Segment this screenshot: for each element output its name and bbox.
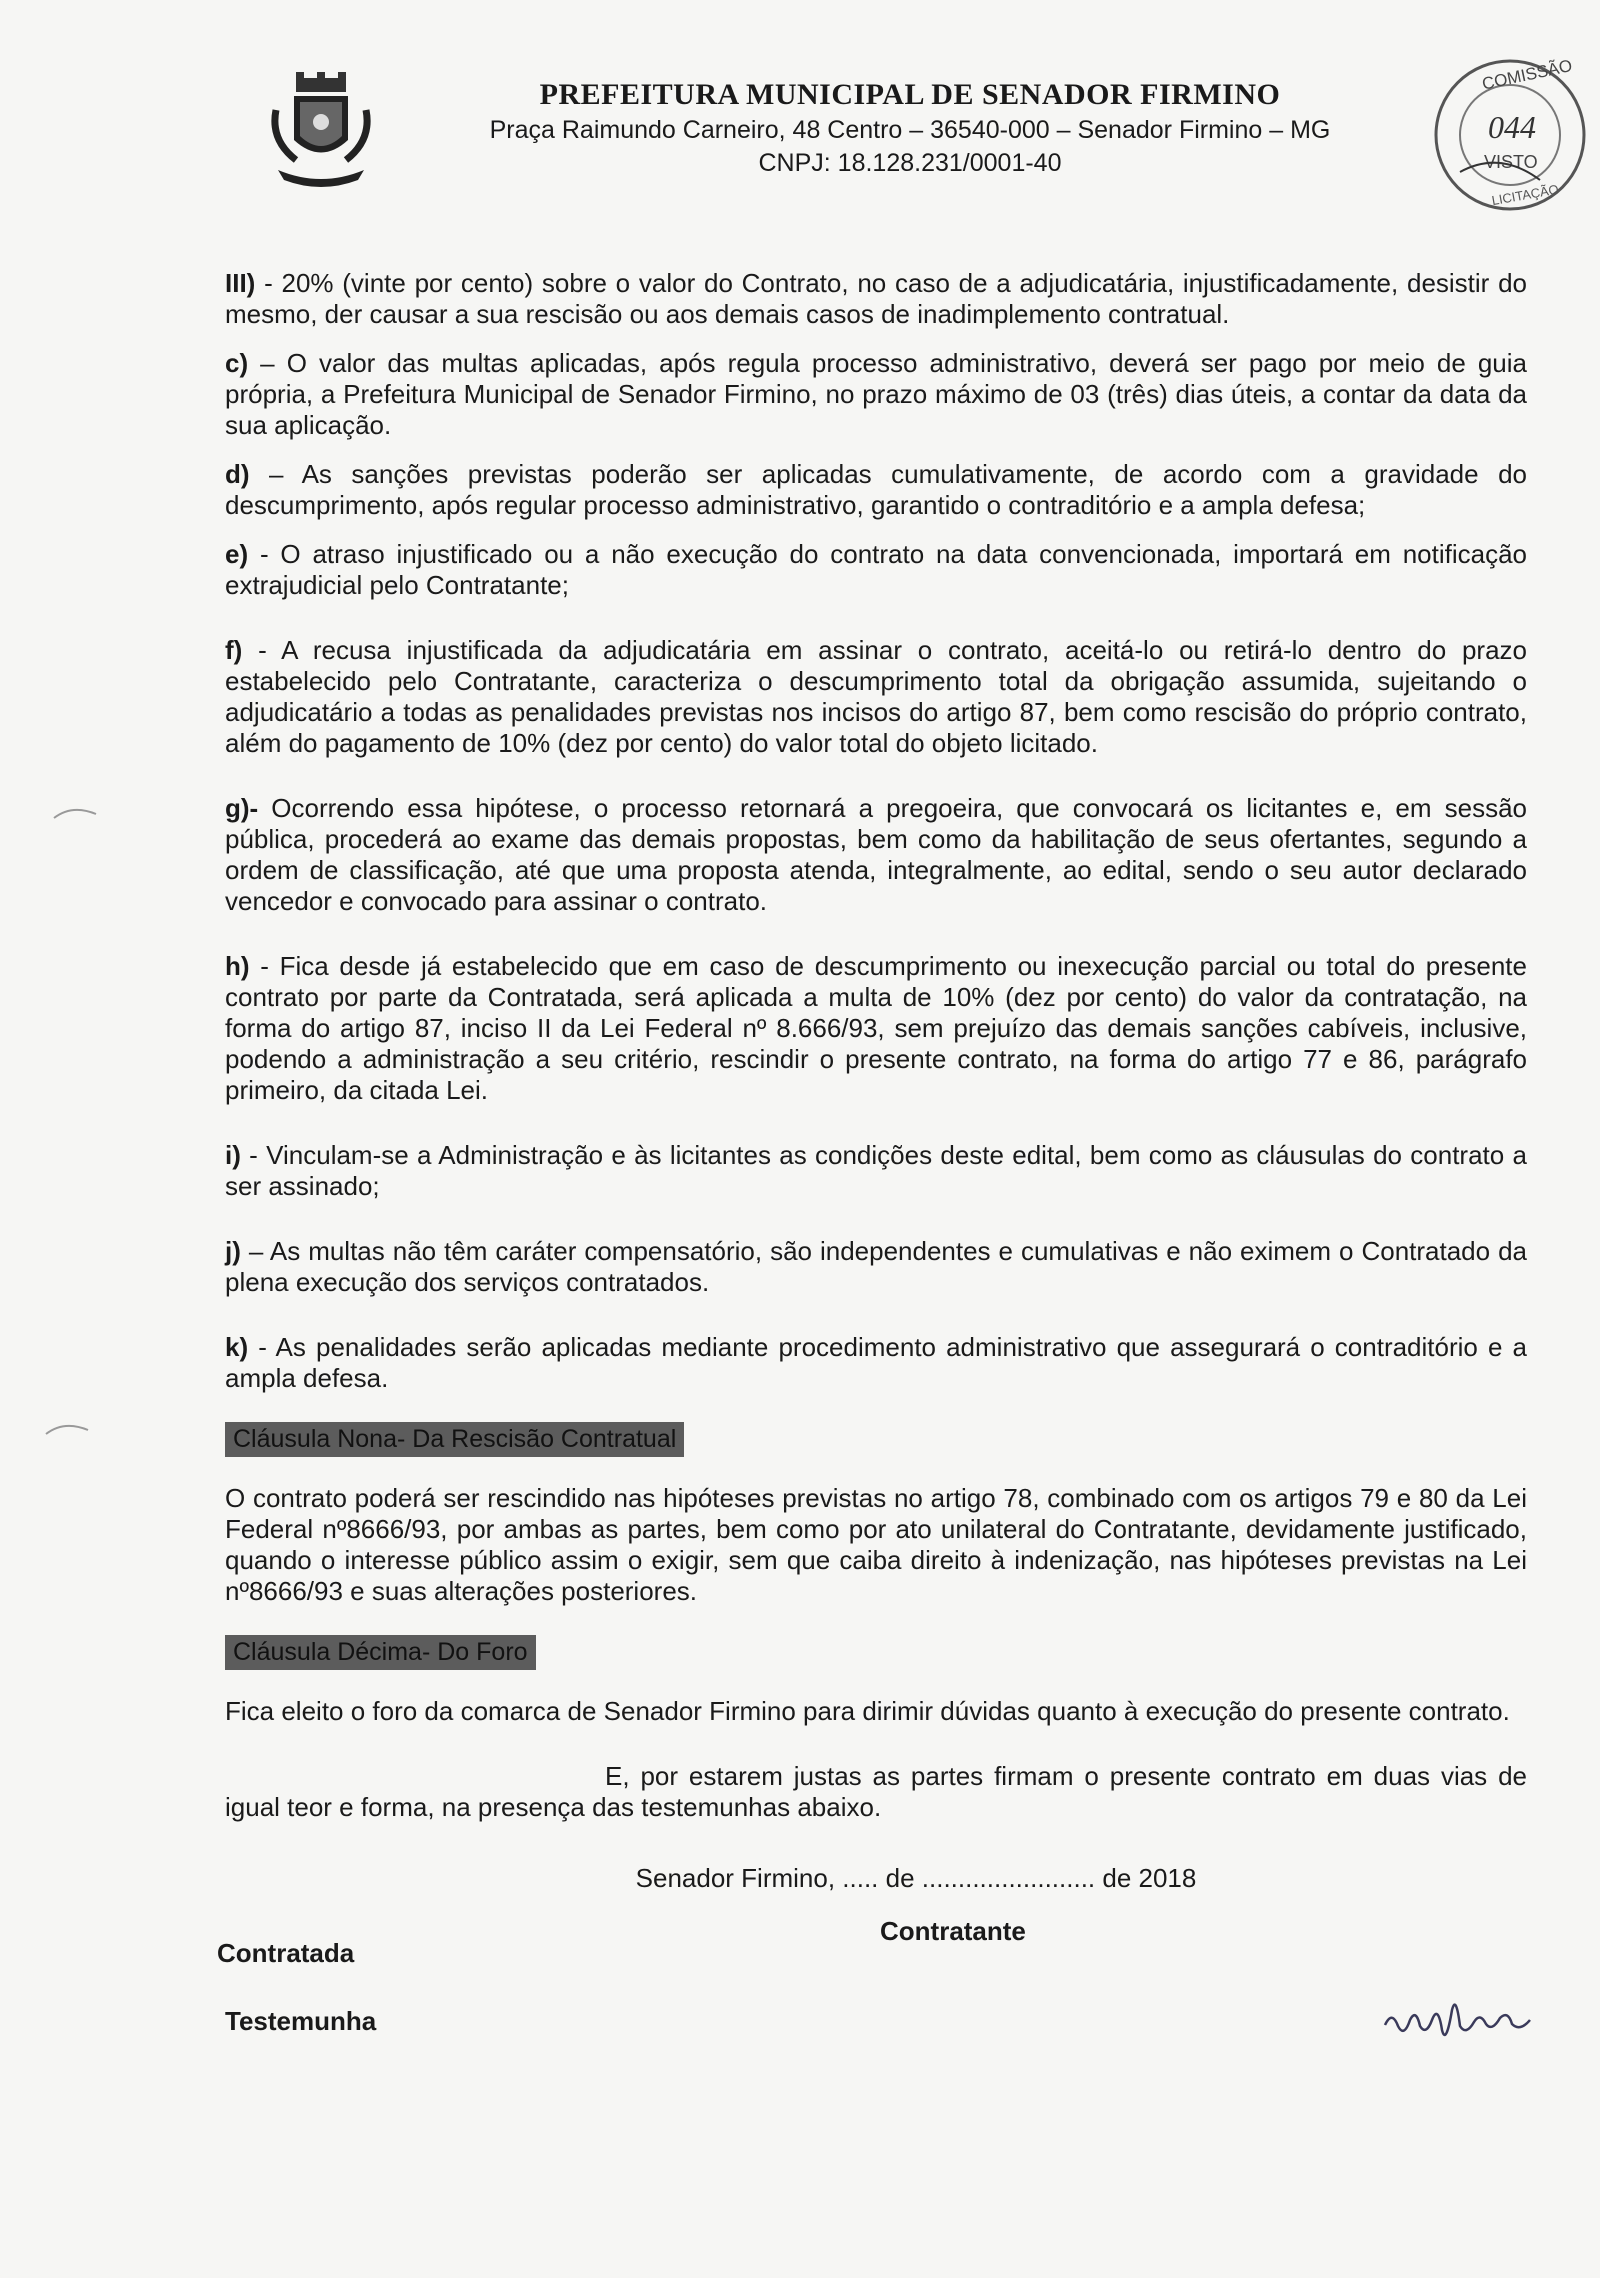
scan-margin-mark [44,1418,90,1438]
signature-block [217,1916,1527,2066]
scan-margin-mark [52,802,98,822]
clause-nine-text: O contrato poderá ser rescindido nas hipóteses previstas no artigo 78, combinado com os artigos 79 e 80 da Lei Federal nº8666/93, por ambas as partes, bem como por ato unilateral do Contratante, devidamente justificado, quando o interesse público assim o exigir, sem que caiba direito à indenização, nas hipóteses previstas na Lei nº8666/93 e suas alterações posteriores. [225,1483,1527,1606]
clause-ten-heading: Cláusula Décima- Do Foro [225,1635,536,1670]
clause-item: j) – As multas não têm caráter compensatório, são independentes e cumulativas e não eximem o Contratado da plena execução dos serviços contratados. [225,1236,1527,1297]
clause-item: h) - Fica desde já estabelecido que em caso de descumprimento ou inexecução parcial ou total do presente contrato por parte da Contratada, será aplicada a multa de 10% (dez por cento) do valor da contratação, na forma do artigo 87, inciso II da Lei Federal nº 8.666/93, sem prejuízo das demais sanções cabíveis, inclusive, podendo a administração a seu critério, rescindir o presente contrato, na forma do artigo 77 e 86, parágrafo primeiro, da citada Lei. [225,951,1527,1105]
contract-body [217,268,1527,2066]
handwritten-signature [1380,1990,1550,2050]
clause-item: c) – O valor das multas aplicadas, após regula processo administrativo, deverá ser pago por meio de guia própria, a Prefeitura Municipal de Senador Firmino, no prazo máximo de 03 (três) dias úteis, a contar da data da sua aplicação. [225,348,1527,440]
municipality-cnpj: CNPJ: 18.128.231/0001-40 [758,149,1062,177]
clause-item: e) - O atraso injustificado ou a não execução do contrato na data convencionada, importará em notificação extrajudicial pelo Contratante; [225,539,1527,600]
testemunha-label: Testemunha [225,2006,377,2036]
clause-item: d) – As sanções previstas poderão ser aplicadas cumulativamente, de acordo com a gravidade do descumprimento, após regular processo administrativo, garantido o contraditório e a ampla defesa; [225,459,1527,520]
place-date-line: Senador Firmino, ..... de ........................ de 2018 [635,1863,1197,1893]
stamp-top-text: COMISSÃO [1480,56,1574,94]
commission-stamp [1430,50,1590,220]
clause-item: k) - As penalidades serão aplicadas mediante procedimento administrativo que assegurará o contraditório e a ampla defesa. [225,1332,1527,1393]
stamp-bottom-text: LICITAÇÃO [1490,181,1560,209]
clause-item: III) - 20% (vinte por cento) sobre o valor do Contrato, no caso de a adjudicatária, injustificadamente, desistir do mesmo, der causar a sua rescisão ou aos demais casos de inadimplemento contratual. [225,268,1527,329]
letterhead [280,78,1430,188]
clause-nine-heading: Cláusula Nona- Da Rescisão Contratual [225,1422,684,1457]
clause-item: i) - Vinculam-se a Administração e às licitantes as condições deste edital, bem como as cláusulas do contrato a ser assinado; [225,1140,1527,1201]
municipal-coat-of-arms-icon [266,70,376,190]
stamp-middle-text: VISTO [1484,152,1538,172]
closing-text: E, por estarem justas as partes firmam o presente contrato em duas vias de igual teor e forma, na presença das testemunhas abaixo. [225,1761,1527,1822]
municipality-title: PREFEITURA MUNICIPAL DE SENADOR FIRMINO [539,78,1281,111]
clause-item: f) - A recusa injustificada da adjudicatária em assinar o contrato, aceitá-lo ou retirá-lo dentro do prazo estabelecido pelo Contratante, caracteriza o descumprimento total da obrigação assumida, sujeitando o adjudicatário a todas as penalidades previstas nos incisos do artigo 87, bem como rescisão do próprio contrato, além do pagamento de 10% (dez por cento) do valor total do objeto licitado. [225,635,1527,758]
contratada-label: Contratada [217,1938,355,1968]
clause-ten-text: Fica eleito o foro da comarca de Senador Firmino para dirimir dúvidas quanto à execução do presente contrato. [225,1696,1510,1726]
clause-item: g)- Ocorrendo essa hipótese, o processo retornará a pregoeira, que convocará os licitantes e, em sessão pública, procederá ao exame das demais propostas, bem como da habilitação de seus ofertantes, segundo a ordem de classificação, até que uma proposta atenda, integralmente, ao edital, sendo o seu autor declarado vencedor e convocado para assinar o contrato. [225,793,1527,916]
contratante-label: Contratante [880,1916,1026,1946]
stamp-number: 044 [1488,109,1536,145]
municipality-address: Praça Raimundo Carneiro, 48 Centro – 36540-000 – Senador Firmino – MG [489,116,1331,144]
